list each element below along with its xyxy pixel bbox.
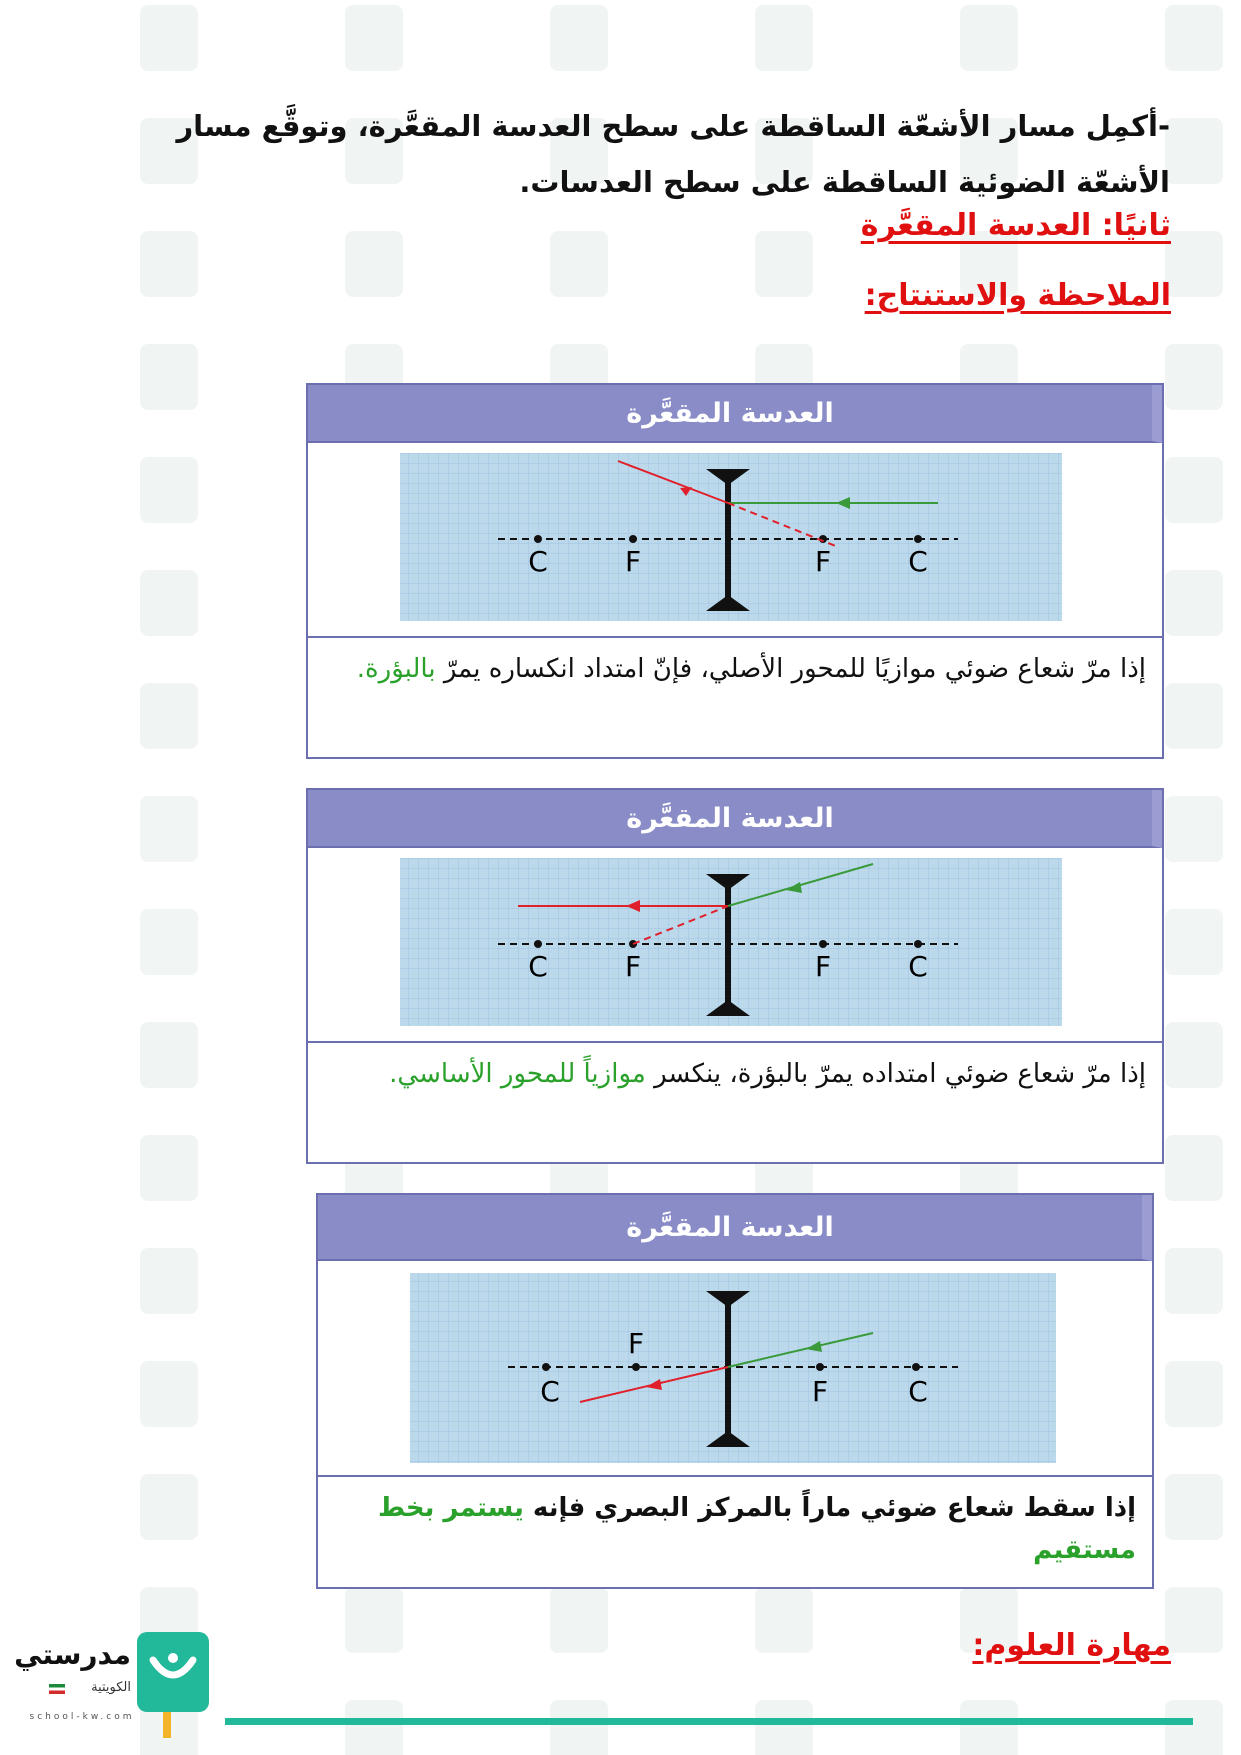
label-f-left: F (624, 545, 642, 578)
diagram-2-svg (308, 848, 1162, 1041)
point-c-left (534, 940, 542, 948)
watermark-logo-icon (140, 1361, 198, 1427)
caption-1-answer: بالبؤرة. (356, 654, 436, 684)
watermark-logo-icon (1165, 909, 1223, 975)
caption-3-answer: يستمر بخط مستقيم (378, 1493, 1136, 1565)
kuwait-flag-icon (49, 1684, 65, 1694)
watermark-logo-icon (140, 570, 198, 636)
watermark-logo-icon (1165, 118, 1223, 184)
watermark-logo-icon (1165, 1361, 1223, 1427)
watermark-logo-icon (345, 231, 403, 297)
watermark-logo-icon (140, 5, 198, 71)
watermark-logo-icon (140, 457, 198, 523)
logo-url: school-kw.com (29, 1712, 135, 1722)
label-f-left: F (627, 1327, 645, 1360)
watermark-logo-icon (345, 5, 403, 71)
point-c-right (914, 940, 922, 948)
watermark-logo-icon (1165, 344, 1223, 410)
concave-lens-card-3 (316, 1193, 1154, 1589)
point-c-right (914, 535, 922, 543)
watermark-logo-icon (1165, 1700, 1223, 1755)
label-c-right: C (908, 950, 928, 983)
point-c-right (912, 1363, 920, 1371)
watermark-logo-icon (550, 231, 608, 297)
watermark-logo-icon (550, 1587, 608, 1653)
point-f-left (629, 535, 637, 543)
ray-diagram-1 (308, 443, 1162, 638)
card-header: العدسة المقعَّرة (308, 790, 1162, 848)
ray-diagram-3 (318, 1261, 1152, 1477)
caption-2-text: إذا مرّ شعاع ضوئي امتداده يمرّ بالبؤرة، ينكسر (645, 1059, 1146, 1089)
watermark-logo-icon (1165, 457, 1223, 523)
footer-heading: مهارة العلوم: (972, 1628, 1171, 1663)
watermark-logo-icon (1165, 1587, 1223, 1653)
watermark-logo-icon (1165, 1248, 1223, 1314)
label-f-right: F (814, 545, 832, 578)
watermark-logo-icon (1165, 1474, 1223, 1540)
watermark-logo-icon (550, 1700, 608, 1755)
ray-diagram-2 (308, 848, 1162, 1043)
concave-lens-card-1 (306, 383, 1164, 759)
diagram-1-svg (308, 443, 1162, 636)
label-c-right: C (908, 1375, 928, 1408)
caption-3 (318, 1477, 1152, 1571)
label-f-right: F (814, 950, 832, 983)
watermark-logo-icon (1165, 683, 1223, 749)
instruction-prefix: - (1157, 109, 1170, 143)
point-f-right (816, 1363, 824, 1371)
label-f-left: F (624, 950, 642, 983)
footer-divider (225, 1718, 1193, 1725)
point-c-left (534, 535, 542, 543)
logo-name: مدرستي (14, 1638, 131, 1671)
label-c-left: C (528, 950, 548, 983)
point-f-left (632, 1363, 640, 1371)
watermark-logo-icon (140, 344, 198, 410)
caption-1-text: إذا مرّ شعاع ضوئي موازيًا للمحور الأصلي، فإنّ امتداد انكساره يمرّ (435, 654, 1146, 684)
watermark-logo-icon (755, 1587, 813, 1653)
caption-1 (308, 638, 1162, 690)
concave-lens-card-2 (306, 788, 1164, 1164)
watermark-logo-icon (140, 909, 198, 975)
watermark-logo-icon (1165, 1022, 1223, 1088)
label-f-right: F (811, 1375, 829, 1408)
watermark-logo-icon (140, 796, 198, 862)
madrasati-logo (14, 1630, 215, 1740)
watermark-logo-icon (960, 1700, 1018, 1755)
watermark-logo-icon (345, 1587, 403, 1653)
label-c-left: C (540, 1375, 560, 1408)
diagram-3-svg (318, 1261, 1152, 1475)
card-header: العدسة المقعَّرة (308, 385, 1162, 443)
caption-3-text: إذا سقط شعاع ضوئي ماراً بالمركز البصري فإنه (523, 1493, 1136, 1523)
caption-2-answer: موازياً للمحور الأساسي. (389, 1059, 646, 1089)
section-title: ثانيًا: العدسة المقعَّرة (860, 208, 1171, 243)
watermark-logo-icon (960, 5, 1018, 71)
card-header: العدسة المقعَّرة (318, 1195, 1152, 1261)
watermark-logo-icon (140, 1135, 198, 1201)
watermark-logo-icon (140, 683, 198, 749)
watermark-logo-icon (1165, 796, 1223, 862)
watermark-logo-icon (550, 5, 608, 71)
watermark-logo-icon (755, 231, 813, 297)
logo-subtitle: الكويتية (91, 1680, 131, 1695)
watermark-logo-icon (140, 1474, 198, 1540)
watermark-logo-icon (755, 1700, 813, 1755)
watermark-logo-icon (345, 1700, 403, 1755)
watermark-logo-icon (140, 1022, 198, 1088)
watermark-logo-icon (1165, 5, 1223, 71)
watermark-logo-icon (140, 1248, 198, 1314)
caption-2 (308, 1043, 1162, 1095)
label-c-left: C (528, 545, 548, 578)
point-f-right (819, 940, 827, 948)
subsection-title: الملاحظة والاستنتاج: (864, 278, 1171, 313)
watermark-logo-icon (1165, 570, 1223, 636)
watermark-logo-icon (1165, 1135, 1223, 1201)
instruction-paragraph (140, 98, 1170, 210)
watermark-logo-icon (140, 231, 198, 297)
watermark-logo-icon (1165, 231, 1223, 297)
label-c-right: C (908, 545, 928, 578)
point-c-left (542, 1363, 550, 1371)
instruction-text: أكمِل مسار الأشعّة الساقطة على سطح العدسة المقعَّرة، وتوقَّع مسار الأشعّة الضوئية الساقطة على سطح العدسات. (176, 109, 1170, 199)
watermark-logo-icon (755, 5, 813, 71)
